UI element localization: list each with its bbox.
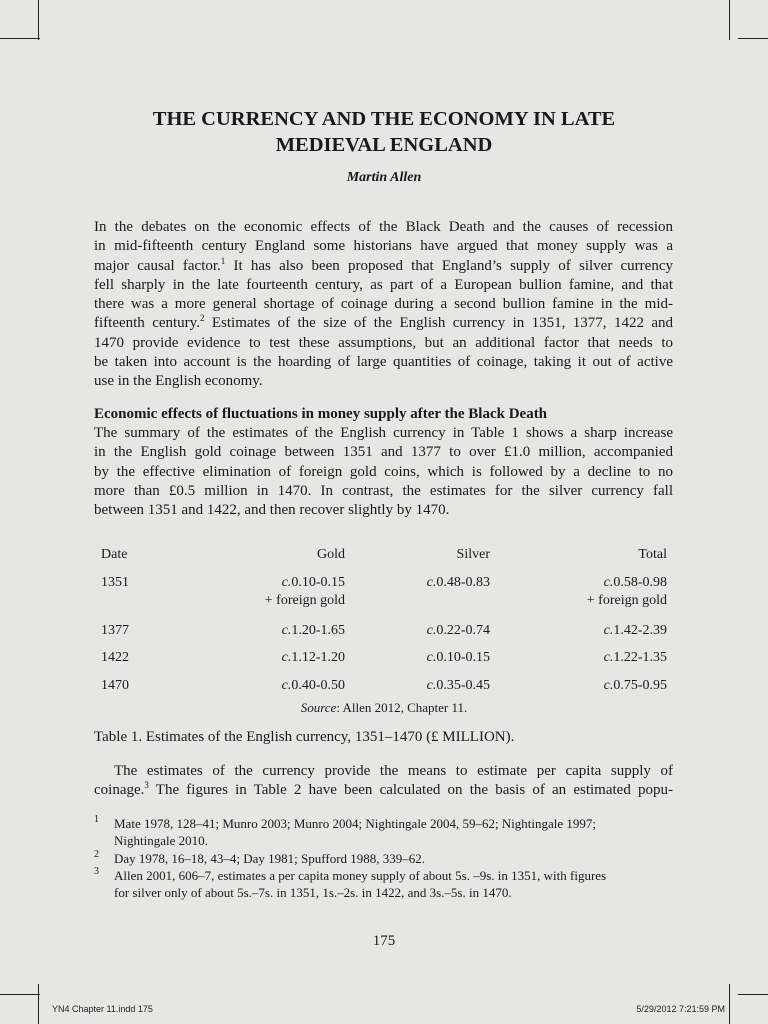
table-caption: Table 1. Estimates of the English currency, 1351–1470 (£ MILLION). (94, 729, 515, 745)
crop-mark (738, 38, 768, 39)
table-cell-gold: c.0.10-0.15 + foreign gold (264, 575, 345, 608)
table-cell-total: c.1.42-2.39 (603, 623, 667, 638)
table-cell-date: 1470 (101, 678, 129, 693)
text-line: fifteenth century.$^2$ Estimates of the size of the English currency in 1351, 1377, 1422 and (94, 313, 673, 332)
table-header-total: Total (638, 547, 667, 562)
crop-mark (38, 0, 39, 40)
table-cell-gold: c.0.40-0.50 (281, 678, 345, 693)
crop-mark (0, 994, 40, 995)
table-cell-date: 1377 (101, 623, 129, 638)
crop-mark (729, 0, 730, 40)
table-cell-gold: c.1.12-1.20 (281, 650, 345, 665)
text-line: The summary of the estimates of the English currency in Table 1 shows a sharp increase (94, 425, 673, 441)
footnote-ref[interactable]: 1 (220, 255, 226, 266)
text-line: be taken into account is the hoarding of large quantities of coinage, taking it out of active (94, 354, 673, 371)
footnote-number: 2 (94, 849, 99, 860)
table-cell-silver: c.0.48-0.83 (426, 575, 490, 590)
date-slug: 5/29/2012 7:21:59 PM (636, 1004, 725, 1014)
footnote-ref[interactable]: 3 (144, 780, 149, 791)
crop-mark (729, 984, 730, 1024)
page-number: 175 (372, 933, 396, 949)
table-cell-silver: c.0.35-0.45 (426, 678, 490, 693)
table-source: Source: Allen 2012, Chapter 11. (300, 700, 468, 715)
estimates-paragraph (94, 762, 673, 801)
footnote-ref[interactable]: 2 (199, 313, 205, 324)
table-cell-total: c.0.58-0.98 + foreign gold (586, 575, 667, 608)
crop-mark (738, 994, 768, 995)
footnote-text: Day 1978, 16–18, 43–4; Day 1981; Spufford 1988, 339–62. (114, 851, 426, 866)
text-line: In the debates on the economic effects of the Black Death and the causes of recession (94, 219, 673, 235)
table-cell-total: c.1.22-1.35 (603, 650, 667, 665)
crop-mark (0, 38, 40, 39)
crop-mark (38, 984, 39, 1024)
title-line-1: THE CURRENCY AND THE ECONOMY IN LATE (152, 108, 616, 130)
text-line: The estimates of the currency provide the means to estimate per capita supply of (114, 763, 673, 779)
author-name: Martin Allen (346, 170, 422, 185)
section-paragraph (94, 424, 673, 520)
page-title (80, 106, 688, 158)
text-line: by the effective elimination of foreign gold coins, which is followed by a decline to no (94, 463, 673, 480)
footnote-number: 1 (94, 814, 99, 825)
text-line: major causal factor.$^1$ It has also been proposed that England’s supply of silver currency (94, 255, 673, 274)
table-cell-silver: c.0.10-0.15 (426, 650, 490, 665)
table-header-date: Date (101, 547, 128, 562)
footnote-text: Mate 1978, 128–41; Munro 2003; Munro 2004; Nightingale 2004, 59–62; Nightingale 1997; Nightingale 2010. (114, 816, 597, 848)
text-line: in the English gold coinage between 1351 and 1377 to over £1.0 million, accompanied (94, 444, 673, 461)
footnote-number: 3 (94, 866, 99, 877)
file-slug: YN4 Chapter 11.indd 175 (52, 1004, 153, 1014)
text-line: use in the English economy. (94, 373, 263, 390)
text-line: fell sharply in the late fourteenth century, as part of a European bullion famine, and that (94, 276, 673, 293)
table-cell-date: 1351 (101, 575, 129, 590)
title-line-2: MEDIEVAL ENGLAND (275, 134, 493, 156)
text-line: 1470 provide evidence to test these assumptions, but an additional factor that needs to (94, 334, 673, 351)
footnote-text: Allen 2001, 606–7, estimates a per capita money supply of about 5s. –9s. in 1351, with figures for silver only of about 5s.–7s. in 1351, 1s.–2s. in 1422, and 3s.–5s. in 1470. (114, 868, 607, 900)
section-heading: Economic effects of fluctuations in money supply after the Black Death (94, 406, 548, 422)
text-line: coinage.$^3$ The figures in Table 2 have been calculated on the basis of an estimated popu- (94, 780, 673, 799)
intro-paragraph (94, 218, 673, 392)
text-line: more than £0.5 million in 1470. In contrast, the estimates for the silver currency fall (94, 482, 673, 499)
table-cell-gold: c.1.20-1.65 (281, 623, 345, 638)
table-header-gold: Gold (317, 547, 345, 562)
text-line: there was a more general shortage of coinage during a second bullion famine in the mid- (94, 296, 673, 313)
table-cell-date: 1422 (101, 650, 129, 665)
text-line: in mid-fifteenth century England some historians have argued that money supply was a (94, 238, 673, 255)
table-cell-silver: c.0.22-0.74 (426, 623, 490, 638)
table-cell-total: c.0.75-0.95 (603, 678, 667, 693)
table-header-silver: Silver (456, 547, 490, 562)
text-line: between 1351 and 1422, and then recover slightly by 1470. (94, 502, 450, 519)
